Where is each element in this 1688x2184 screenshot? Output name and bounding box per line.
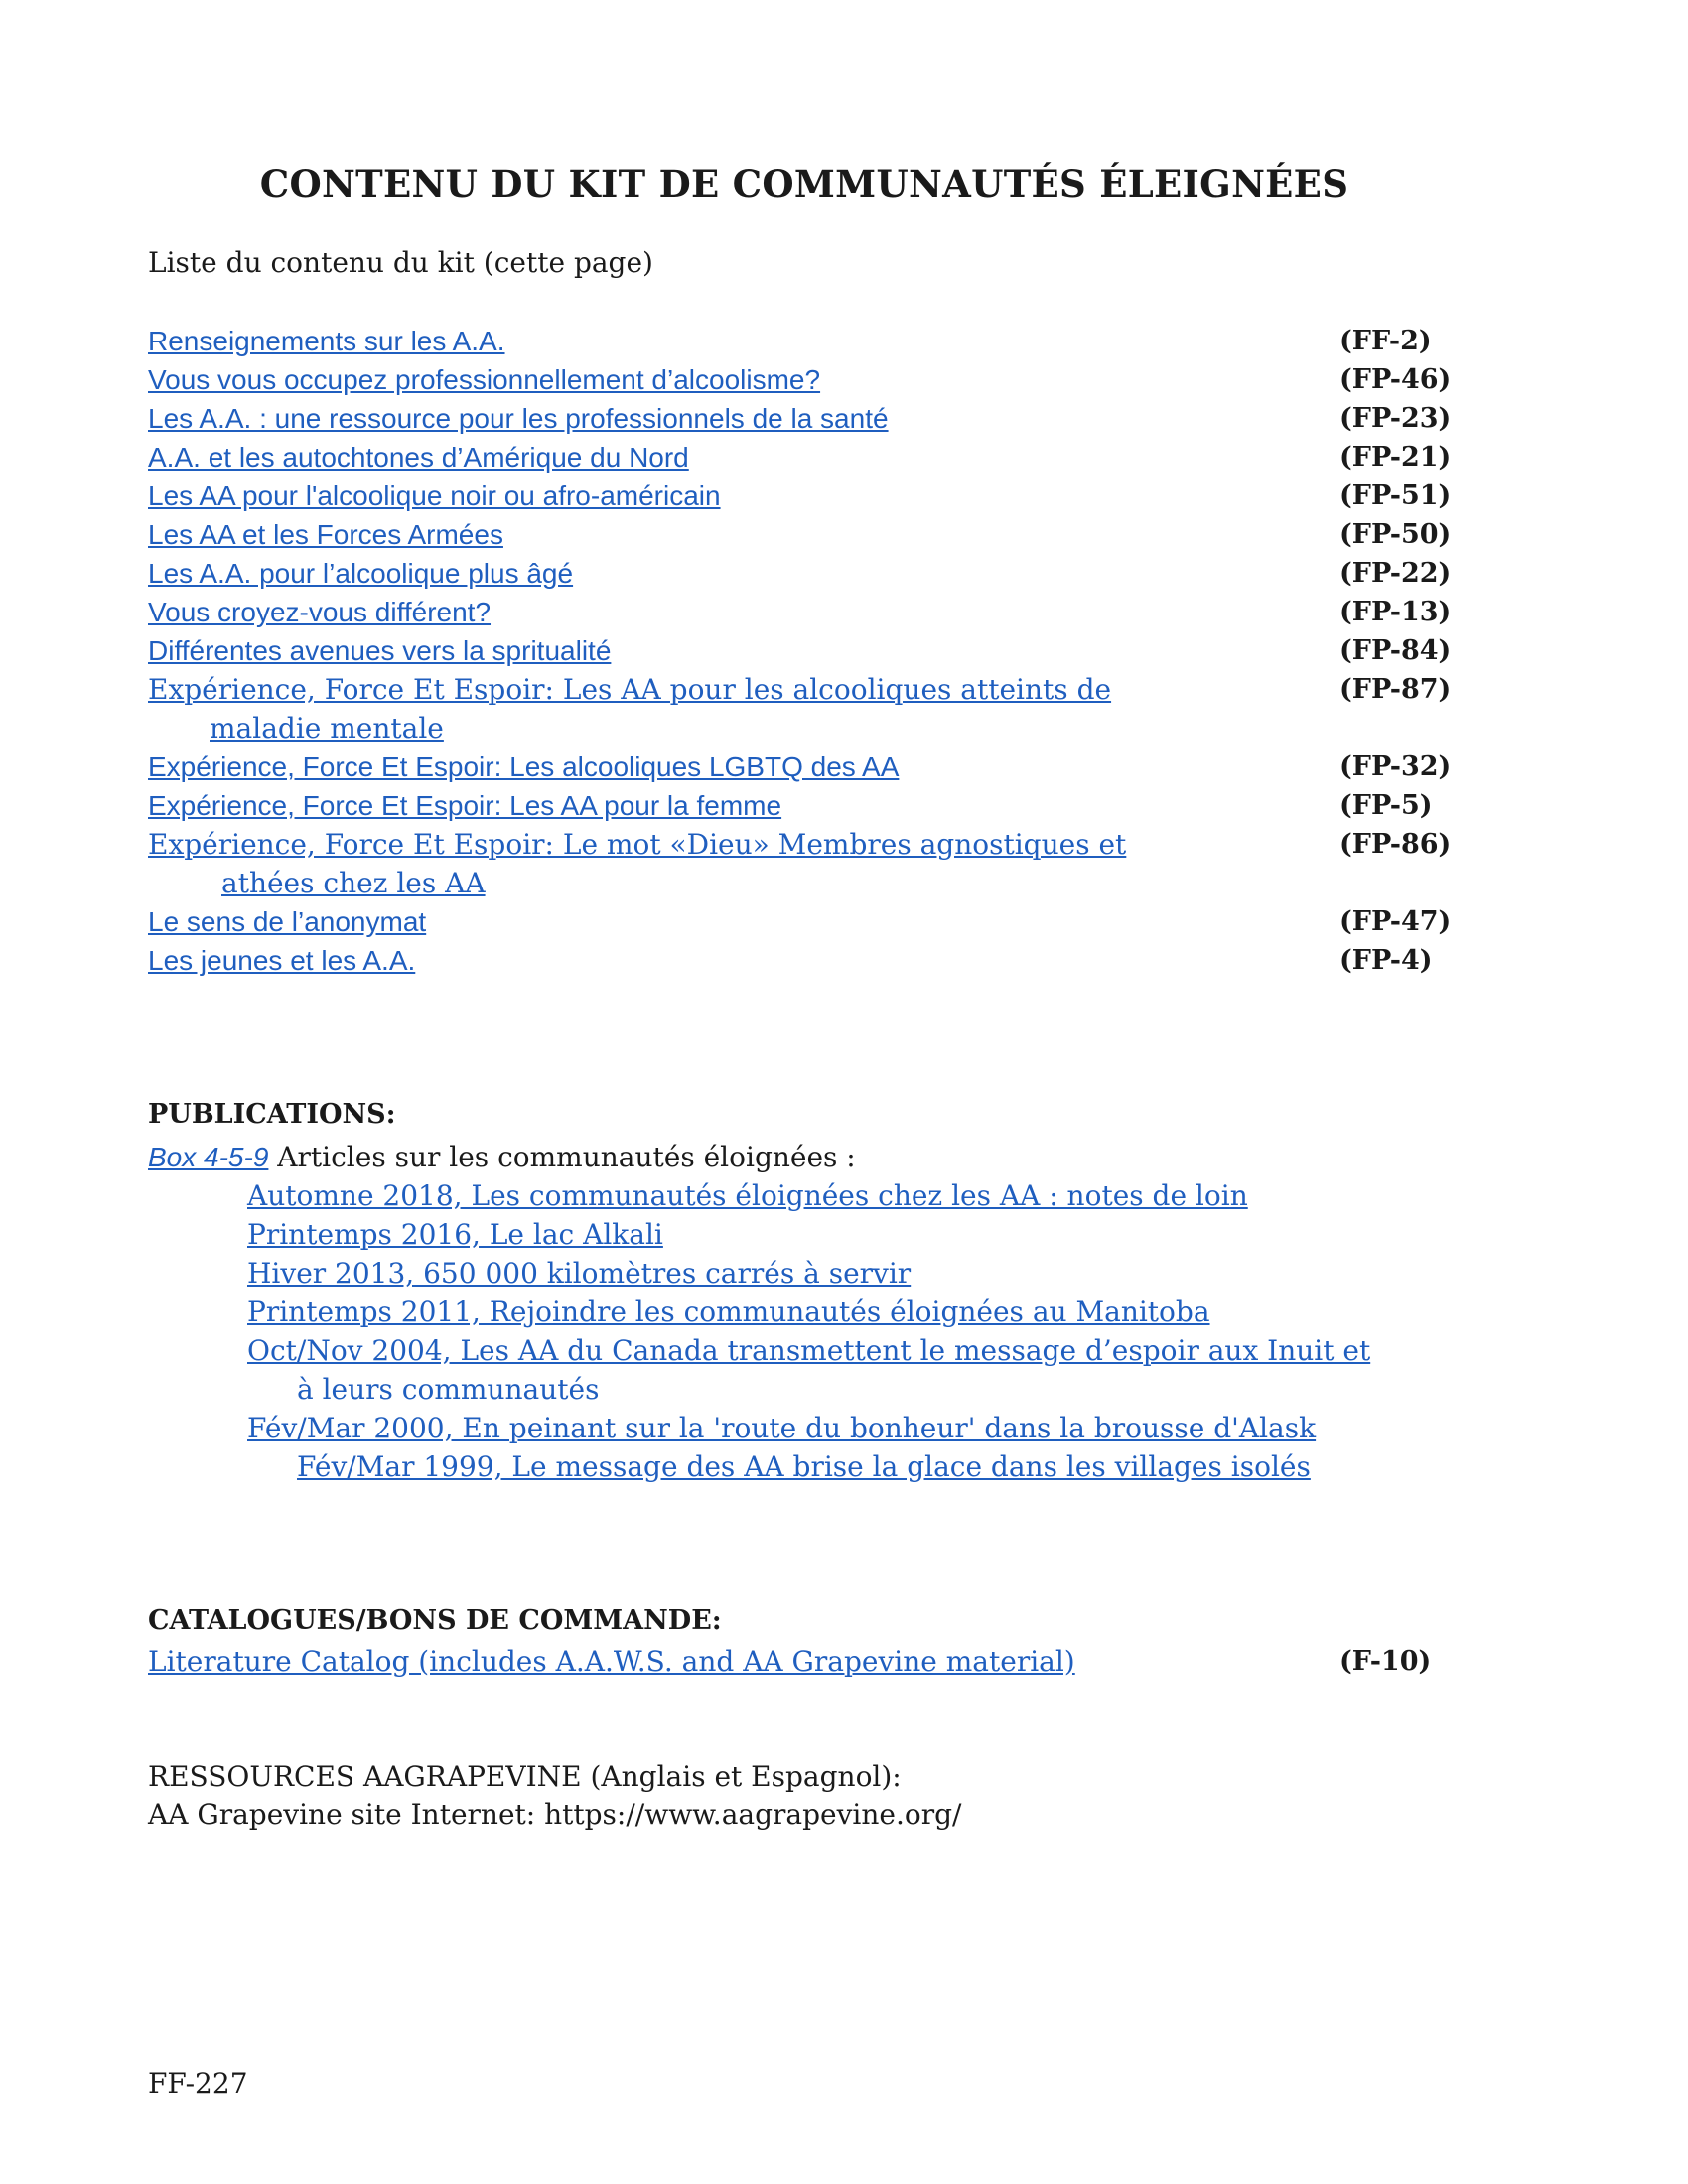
- toc-link[interactable]: Vous vous occupez professionnellement d’alcoolisme?: [148, 364, 821, 395]
- toc-link[interactable]: Renseignements sur les A.A.: [148, 326, 505, 356]
- article-link[interactable]: Printemps 2011, Rejoindre les communautés éloignées au Manitoba: [247, 1296, 1210, 1328]
- document-code-footer: FF-227: [148, 2067, 248, 2100]
- toc-link[interactable]: Vous croyez-vous différent?: [148, 597, 492, 627]
- list-item: [148, 748, 1469, 786]
- list-item: [148, 554, 1469, 593]
- publications-heading: PUBLICATIONS:: [148, 1099, 396, 1130]
- doc-code: (FP-32): [1339, 751, 1452, 782]
- catalogue-link[interactable]: Literature Catalog (includes A.A.W.S. and AA Grapevine material): [148, 1645, 1075, 1678]
- resources-heading: RESSOURCES AAGRAPEVINE (Anglais et Espagnol):: [148, 1760, 902, 1793]
- doc-code: (FP-13): [1339, 597, 1452, 627]
- article-link[interactable]: Fév/Mar 1999, Le message des AA brise la glace dans les villages isolés: [297, 1450, 1311, 1483]
- box-459-line: [148, 1141, 856, 1173]
- resources-url-line: AA Grapevine site Internet: https://www.aagrapevine.org/: [148, 1798, 962, 1831]
- toc-link[interactable]: A.A. et les autochtones d’Amérique du Nord: [148, 442, 689, 473]
- toc-link-continued[interactable]: maladie mentale: [210, 712, 444, 745]
- doc-code: (FP-22): [1339, 558, 1452, 589]
- contents-list: [148, 322, 1469, 980]
- list-item: [148, 670, 1469, 748]
- toc-link[interactable]: Les AA et les Forces Armées: [148, 519, 503, 550]
- toc-link[interactable]: Expérience, Force Et Espoir: Les AA pour la femme: [148, 790, 782, 821]
- article-link[interactable]: Printemps 2016, Le lac Alkali: [247, 1218, 663, 1251]
- toc-link[interactable]: Expérience, Force Et Espoir: Les alcooliques LGBTQ des AA: [148, 751, 900, 782]
- doc-code: (FP-87): [1339, 674, 1452, 705]
- article-link[interactable]: Automne 2018, Les communautés éloignées chez les AA : notes de loin: [247, 1179, 1248, 1212]
- toc-link[interactable]: Les A.A. : une ressource pour les professionnels de la santé: [148, 403, 889, 434]
- list-item: [148, 477, 1469, 515]
- list-item: [148, 438, 1469, 477]
- toc-link-continued[interactable]: athées chez les AA: [221, 867, 486, 899]
- list-item: [148, 322, 1469, 360]
- catalogues-heading: CATALOGUES/BONS DE COMMANDE:: [148, 1605, 722, 1636]
- doc-code: (FP-86): [1339, 829, 1452, 860]
- doc-code: (FF-2): [1339, 326, 1432, 356]
- list-item: [148, 631, 1469, 670]
- article-continuation-text: à leurs communautés: [297, 1373, 600, 1406]
- box-459-description: Articles sur les communautés éloignées :: [268, 1141, 856, 1173]
- doc-code: (FP-21): [1339, 442, 1452, 473]
- list-item: [148, 593, 1469, 631]
- catalogue-row: [148, 1642, 1469, 1681]
- list-item: [148, 902, 1469, 941]
- toc-link[interactable]: Les A.A. pour l’alcoolique plus âgé: [148, 558, 574, 589]
- list-item: [148, 941, 1469, 980]
- list-item: [148, 786, 1469, 825]
- doc-code: (FP-23): [1339, 403, 1452, 434]
- list-item: [148, 360, 1469, 399]
- articles-list: [247, 1176, 1538, 1486]
- doc-code: (F-10): [1339, 1646, 1432, 1677]
- article-link[interactable]: Hiver 2013, 650 000 kilomètres carrés à servir: [247, 1257, 912, 1290]
- doc-code: (FP-4): [1339, 945, 1433, 976]
- toc-link[interactable]: Expérience, Force Et Espoir: Les AA pour les alcooliques atteints de: [148, 673, 1112, 706]
- doc-code: (FP-47): [1339, 906, 1452, 937]
- list-item: [148, 825, 1469, 902]
- toc-link[interactable]: Les AA pour l'alcoolique noir ou afro-américain: [148, 480, 721, 511]
- toc-link[interactable]: Le sens de l’anonymat: [148, 906, 427, 937]
- article-link-continued[interactable]: [247, 1370, 1538, 1409]
- article-link[interactable]: Oct/Nov 2004, Les AA du Canada transmettent le message d’espoir aux Inuit et: [247, 1334, 1371, 1367]
- toc-link[interactable]: Expérience, Force Et Espoir: Le mot «Dieu» Membres agnostiques et: [148, 828, 1127, 861]
- toc-link[interactable]: Les jeunes et les A.A.: [148, 945, 416, 976]
- doc-code: (FP-46): [1339, 364, 1452, 395]
- toc-link[interactable]: Différentes avenues vers la spritualité: [148, 635, 612, 666]
- doc-code: (FP-51): [1339, 480, 1452, 511]
- intro-text: Liste du contenu du kit (cette page): [148, 246, 653, 279]
- list-item: [148, 399, 1469, 438]
- list-item: [148, 515, 1469, 554]
- doc-code: (FP-5): [1339, 790, 1433, 821]
- box-459-link[interactable]: Box 4-5-9: [148, 1142, 269, 1172]
- page-title: CONTENU DU KIT DE COMMUNAUTÉS ÉLEIGNÉES: [259, 162, 1349, 205]
- doc-code: (FP-50): [1339, 519, 1452, 550]
- doc-code: (FP-84): [1339, 635, 1452, 666]
- article-link[interactable]: Fév/Mar 2000, En peinant sur la 'route du bonheur' dans la brousse d'Alask: [247, 1412, 1317, 1444]
